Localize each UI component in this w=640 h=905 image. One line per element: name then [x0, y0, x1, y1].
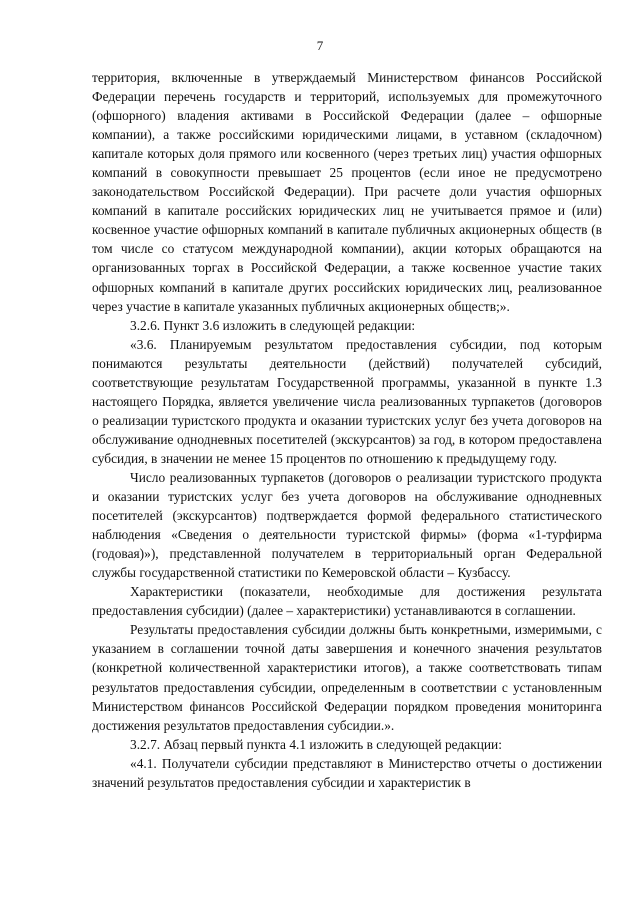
document-body: [92, 68, 602, 792]
paragraph-4-1-reports: «4.1. Получатели субсидии представляют в Министерство отчеты о достижении значений результатов предоставления субсидии и характеристик в: [92, 755, 602, 790]
paragraph-offshore-continuation: территория, включенные в утверждаемый Министерством финансов Российской Федерации перечень государств и территорий, используемых для промежуточного (офшорного) владения активами в Российской Федерации (далее – офшорные компании), а также российскими юридическими лицами, в уставном (складочном) капитале которых доля прямого или косвенного (через третьих лиц) участия офшорных компаний в совокупности превышает 25 процентов (если иное не предусмотрено законодательством Российской Федерации). При расчете доли участия офшорных компаний в капитале российских юридических лиц не учитывается прямое и (или) косвенное участие офшорных компаний в капитале публичных акционерных обществ (в том числе со статусом международной компании), акции которых обращаются на организованных торгах в Российской Федерации, а также косвенное участие таких офшорных компаний в капитале других российских юридических лиц, реализованное через участие в капитале указанных публичных акционерных обществ;».: [92, 70, 602, 314]
paragraph-results-requirements: Результаты предоставления субсидии должны быть конкретными, измеримыми, с указанием в соглашении точной даты завершения и конечного значения результатов (конкретной количественной характеристики итогов), а также соответствовать типам результатов предоставления субсидии, определенным в соответствии с установленным Министерством финансов Российской Федерации порядком проведения мониторинга достижения результатов предоставления субсидии.».: [92, 622, 602, 733]
paragraph-3-2-6-heading: 3.2.6. Пункт 3.6 изложить в следующей редакции:: [130, 317, 416, 333]
page-number: 7: [316, 38, 324, 53]
paragraph-characteristics: Характеристики (показатели, необходимые для достижения результата предоставления субсидии) (далее – характеристики) устанавливаются в соглашении.: [92, 584, 602, 619]
paragraph-3-6-planned-result: «3.6. Планируемым результатом предоставления субсидии, под которым понимаются результаты деятельности (действий) получателей субсидий, соответствующие результатам Государственной программы, указанной в пункте 1.3 настоящего Порядка, является увеличение числа реализованных турпакетов (договоров о реализации туристского продукта и оказании туристских услуг без учета договоров на обслуживание однодневных посетителей (экскурсантов) за год, в котором предоставлена субсидия, в значении не менее 15 процентов по отношению к предыдущему году.: [92, 336, 602, 466]
paragraph-3-2-7-heading: 3.2.7. Абзац первый пункта 4.1 изложить в следующей редакции:: [130, 736, 502, 752]
paragraph-tour-packages-count: Число реализованных турпакетов (договоров о реализации туристского продукта и оказании туристских услуг без учета договоров на обслуживание однодневных посетителей (экскурсантов) подтверждается формой федерального статистического наблюдения «Сведения о деятельности туристской фирмы» (форма «1-турфирма (годовая)»), представленной получателем в территориальный орган Федеральной службы государственной статистики по Кемеровской области – Кузбассу.: [92, 469, 602, 581]
